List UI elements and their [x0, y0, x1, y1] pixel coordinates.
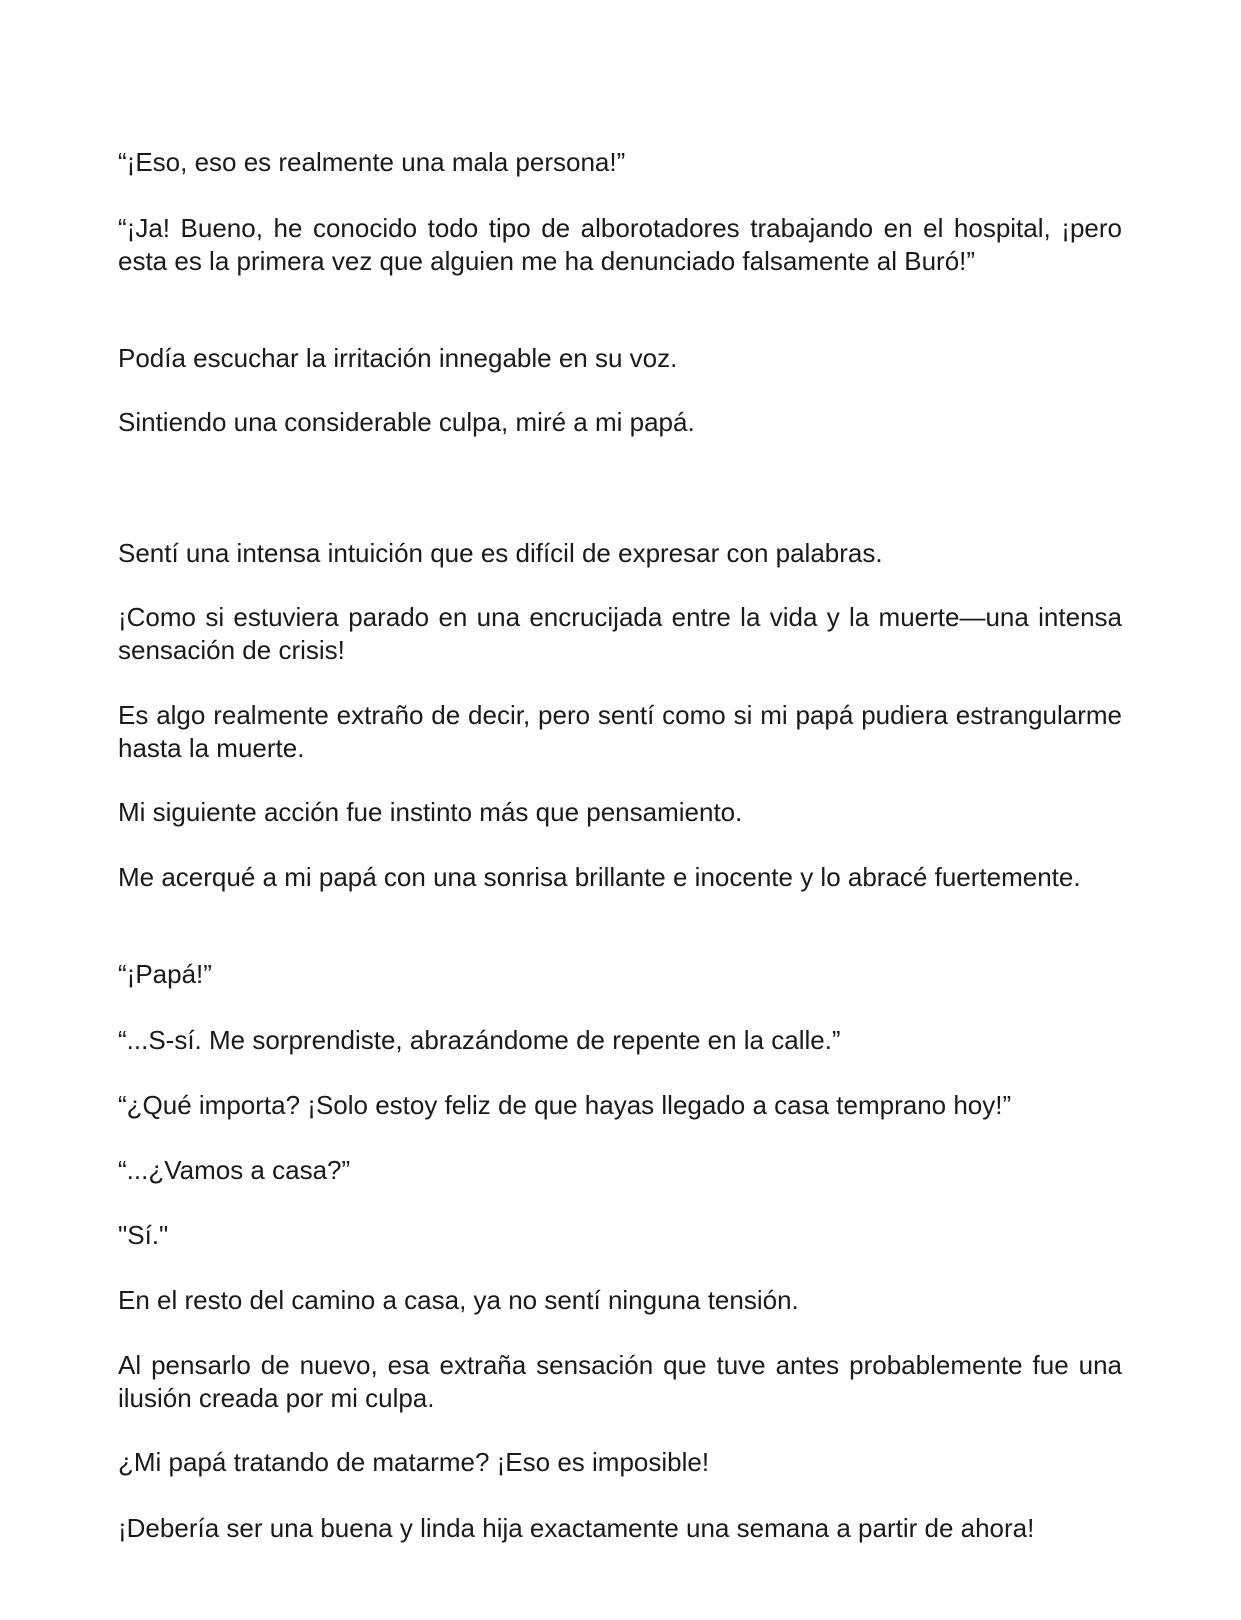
- paragraph-12: “¿Qué importa? ¡Solo estoy feliz de que hayas llegado a casa temprano hoy!”: [118, 1090, 1012, 1120]
- paragraph-11: “...S-sí. Me sorprendiste, abrazándome de repente en la calle.”: [118, 1025, 841, 1055]
- paragraph-14: "Sí.": [118, 1220, 169, 1250]
- paragraph-8: Mi siguiente acción fue instinto más que pensamiento.: [118, 797, 743, 827]
- paragraph-17: ¿Mi papá tratando de matarme? ¡Eso es imposible!: [118, 1447, 710, 1477]
- paragraph-6: ¡Como si estuviera parado en una encrucijada entre la vida y la muerte—una intensa sensación de crisis!: [118, 602, 1122, 665]
- paragraph-10: “¡Papá!”: [118, 959, 212, 989]
- paragraph-7: Es algo realmente extraño de decir, pero sentí como si mi papá pudiera estrangularme hasta la muerte.: [118, 700, 1122, 763]
- paragraph-1: “¡Eso, eso es realmente una mala persona!”: [118, 147, 626, 177]
- paragraph-9: Me acerqué a mi papá con una sonrisa brillante e inocente y lo abracé fuertemente.: [118, 862, 1081, 892]
- document-page: [118, 0, 1122, 1620]
- paragraph-13: “...¿Vamos a casa?”: [118, 1155, 351, 1185]
- paragraph-2: “¡Ja! Bueno, he conocido todo tipo de alborotadores trabajando en el hospital, ¡pero esta es la primera vez que alguien me ha denunciado falsamente al Buró!”: [118, 213, 1122, 276]
- paragraph-3: Podía escuchar la irritación innegable en su voz.: [118, 343, 678, 373]
- paragraph-15: En el resto del camino a casa, ya no sentí ninguna tensión.: [118, 1285, 799, 1315]
- paragraph-16: Al pensarlo de nuevo, esa extraña sensación que tuve antes probablemente fue una ilusión creada por mi culpa.: [118, 1350, 1122, 1413]
- paragraph-4: Sintiendo una considerable culpa, miré a mi papá.: [118, 407, 695, 437]
- paragraph-18: ¡Debería ser una buena y linda hija exactamente una semana a partir de ahora!: [118, 1513, 1035, 1543]
- paragraph-5: Sentí una intensa intuición que es difícil de expresar con palabras.: [118, 538, 883, 568]
